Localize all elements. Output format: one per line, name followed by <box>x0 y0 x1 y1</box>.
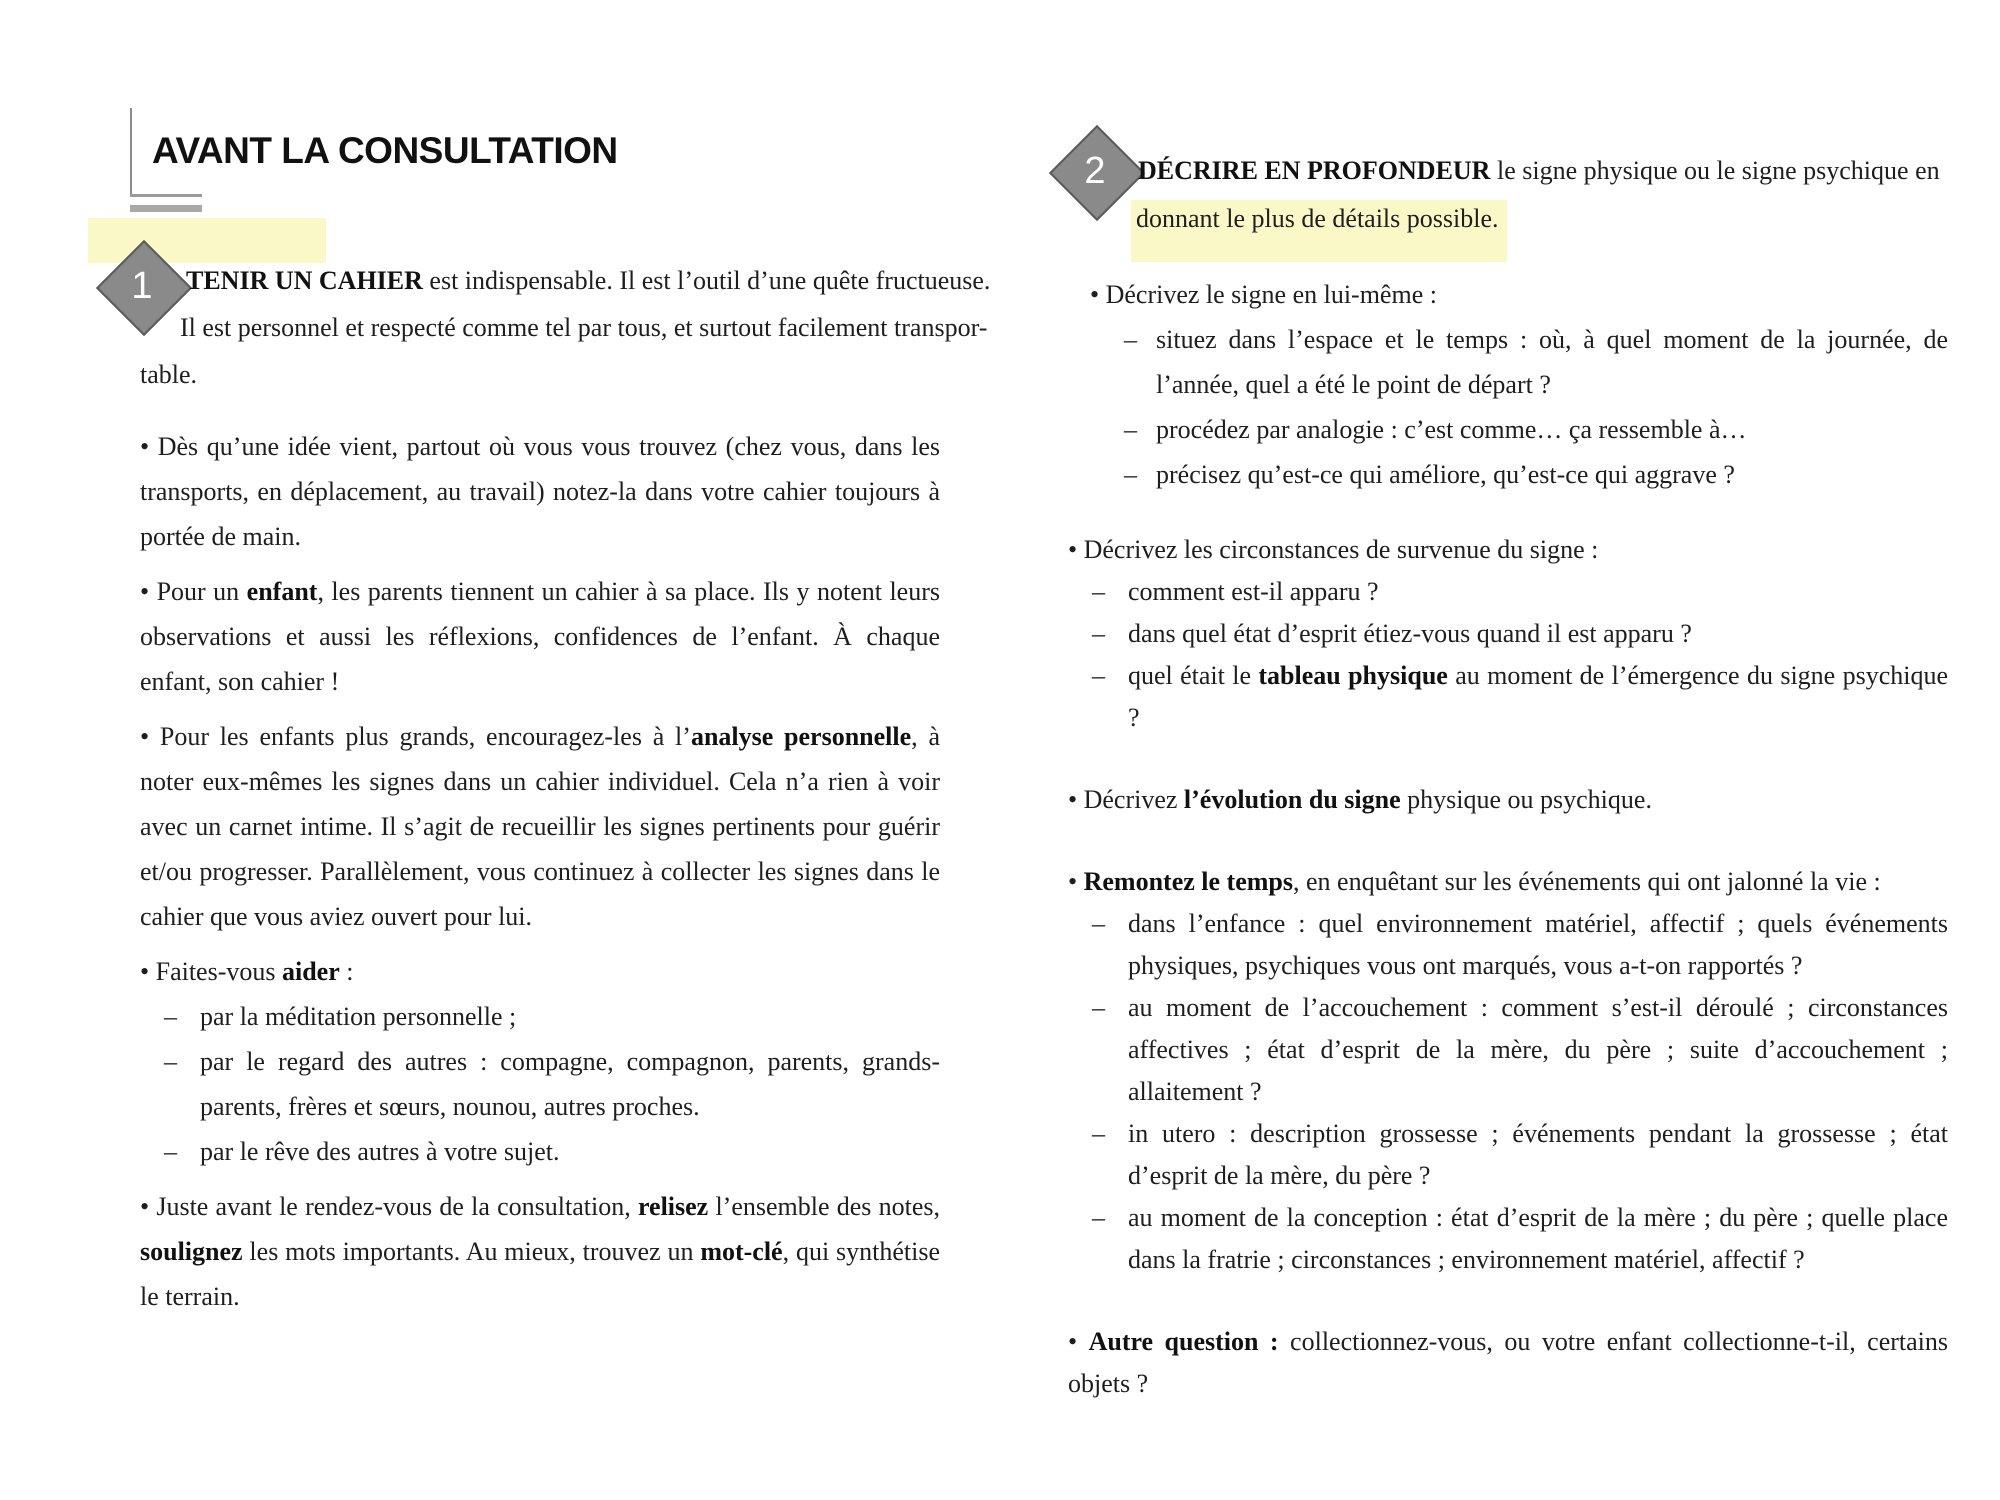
bullet-before-appointment <box>140 1184 940 1319</box>
dash-mark: – <box>1092 1119 1105 1148</box>
bold-text: mot-clé <box>700 1237 783 1266</box>
sub-item-situate <box>1090 317 1948 407</box>
section-2-describe-sign <box>1090 272 1948 497</box>
text: • Pour les enfants plus grands, encouragez-les à l’ <box>140 722 691 751</box>
sub-item-meditation <box>140 994 940 1039</box>
text: procédez par analogie : c’est comme… ça ressemble à… <box>1156 415 1747 444</box>
sub-item-how-appeared <box>1068 571 1948 613</box>
section-1-lead-line-1 <box>186 258 990 303</box>
bold-text: relisez <box>637 1192 709 1221</box>
section-2-number: 2 <box>1084 150 1106 192</box>
dash-mark: – <box>164 1002 177 1031</box>
header-rule-horizontal-thick <box>130 205 202 212</box>
section-1-lead-line-3: table. <box>140 360 198 389</box>
text: , les parents tiennent un cahier à sa place. Ils y notent leurs observations et aussi les réflexions, confidences de l’enfant. À chaque enfant, son cahier ! <box>140 577 940 696</box>
text: • <box>1068 867 1084 896</box>
text: : <box>339 957 354 986</box>
bold-text: soulignez <box>140 1237 243 1266</box>
text: • Décrivez <box>1068 785 1184 814</box>
dash-mark: – <box>1092 577 1105 606</box>
text: au moment de la conception : état d’esprit de la mère ; du père ; quelle place dans la fratrie ; circonstances ; environnement matériel, affectif ? <box>1128 1203 1948 1274</box>
text: au moment de l’émergence du signe psychique ? <box>1128 661 1948 732</box>
text: , en enquêtant sur les événements qui ont jalonné la vie : <box>1292 867 1881 896</box>
text: dans l’enfance : quel environnement matériel, affectif ; quels événements physiques, psychiques vous ont marqués, vous a-t-on rapportés ? <box>1128 909 1948 980</box>
section-2-lead-bold: DÉCRIRE EN PROFONDEUR <box>1138 156 1491 185</box>
bold-text: tableau physique <box>1258 661 1448 690</box>
sub-item-others <box>140 1039 940 1129</box>
text: • Juste avant le rendez-vous de la consultation, <box>140 1192 638 1221</box>
section-1-number: 1 <box>131 265 153 307</box>
dash-mark: – <box>164 1137 177 1166</box>
bold-text: l’évolution du signe <box>1183 785 1401 814</box>
bullet-describe-sign: • Décrivez le signe en lui-même : <box>1090 280 1437 309</box>
bullet-idea: • Dès qu’une idée vient, partout où vous vous trouvez (chez vous, dans les transports, en déplacement, au travail) notez-la dans votre cahier toujours à portée de main. <box>140 432 940 551</box>
bullet-evolution <box>1068 779 1948 821</box>
dash-mark: – <box>1092 909 1105 938</box>
bold-text: Autre question : <box>1088 1327 1279 1356</box>
bold-text: aider <box>281 957 340 986</box>
section-2-lead-line-1 <box>1138 148 1940 193</box>
dash-mark: – <box>164 1047 177 1076</box>
dash-mark: – <box>1124 415 1137 444</box>
section-2-lead-line-2: donnant le plus de détails possible. <box>1136 204 1499 233</box>
bold-text: Remontez le temps <box>1083 867 1293 896</box>
text: • Pour un <box>140 577 247 606</box>
bullet-help <box>140 949 940 994</box>
text: par le rêve des autres à votre sujet. <box>200 1137 560 1166</box>
text: , à noter eux-mêmes les signes dans un cahier individuel. Cela n’a rien à voir avec un carnet intime. Il s’agit de recueillir les signes pertinents pour guérir et/ou progresser. Parallèlement, vous continuez à collecter les signes dans le cahier que vous aviez ouvert pour lui. <box>140 722 940 931</box>
bold-text: analyse personnelle <box>690 722 912 751</box>
text: comment est-il apparu ? <box>1128 577 1379 606</box>
text: collectionnez-vous, ou votre enfant collectionne-t-il, certains objets ? <box>1068 1327 1949 1398</box>
sub-item-dream <box>140 1129 940 1174</box>
text: • Faites-vous <box>140 957 282 986</box>
bullet-child <box>140 569 940 704</box>
text: in utero : description grossesse ; événements pendant la grossesse ; état d’esprit de la mère, du père ? <box>1128 1119 1948 1190</box>
dash-mark: – <box>1092 1203 1105 1232</box>
text: physique ou psychique. <box>1400 785 1652 814</box>
text: quel était le <box>1128 661 1259 690</box>
sub-item-birth <box>1068 987 1948 1113</box>
header-rule-vertical <box>130 108 132 196</box>
text: dans quel état d’esprit étiez-vous quand il est apparu ? <box>1128 619 1692 648</box>
section-1-lead-text: est indispensable. Il est l’outil d’une quête fructueuse. <box>422 266 991 295</box>
page-heading: AVANT LA CONSULTATION <box>152 130 618 171</box>
sub-item-improve-worsen <box>1090 452 1948 497</box>
text: par la méditation personnelle ; <box>200 1002 517 1031</box>
sub-item-childhood <box>1068 903 1948 987</box>
dash-mark: – <box>1124 460 1137 489</box>
bullet-circumstances: • Décrivez les circonstances de survenue du signe : <box>1068 535 1599 564</box>
text: précisez qu’est-ce qui améliore, qu’est-ce qui aggrave ? <box>1156 460 1735 489</box>
section-1-lead-bold: TENIR UN CAHIER <box>186 266 423 295</box>
text: situez dans l’espace et le temps : où, à quel moment de la journée, de l’année, quel a été le point de départ ? <box>1156 325 1948 399</box>
section-1-body <box>140 424 940 1319</box>
text: • <box>1068 1327 1089 1356</box>
section-1-lead-line-2: Il est personnel et respecté comme tel par tous, et surtout facilement transpor- <box>180 313 988 342</box>
text: au moment de l’accouchement : comment s’est-il déroulé ; circonstances affectives ; état d’esprit de la mère, du père ; suite d’accouchement ; allaitement ? <box>1128 993 1948 1106</box>
dash-mark: – <box>1092 993 1105 1022</box>
dash-mark: – <box>1092 661 1105 690</box>
text: l’ensemble des notes, <box>708 1192 941 1221</box>
sub-item-physical-picture <box>1068 655 1948 739</box>
bullet-older-children <box>140 714 940 939</box>
bullet-other-question <box>1068 1321 1948 1405</box>
sub-item-in-utero <box>1068 1113 1948 1197</box>
sub-item-analogy <box>1090 407 1948 452</box>
sub-item-conception <box>1068 1197 1948 1281</box>
text: les mots importants. Au mieux, trouvez un <box>242 1237 701 1266</box>
text: , qui synthétise le terrain. <box>140 1237 940 1311</box>
dash-mark: – <box>1092 619 1105 648</box>
bold-text: enfant <box>246 577 318 606</box>
sub-item-state-of-mind <box>1068 613 1948 655</box>
header-rule-horizontal <box>130 194 202 197</box>
dash-mark: – <box>1124 325 1137 354</box>
section-2-body <box>1068 529 1948 1405</box>
text: par le regard des autres : compagne, compagnon, parents, grands-parents, frères et sœurs, nounou, autres proches. <box>200 1047 940 1121</box>
section-2-lead-text: le signe physique ou le signe psychique en <box>1490 156 1940 185</box>
bullet-go-back-in-time <box>1068 861 1948 903</box>
